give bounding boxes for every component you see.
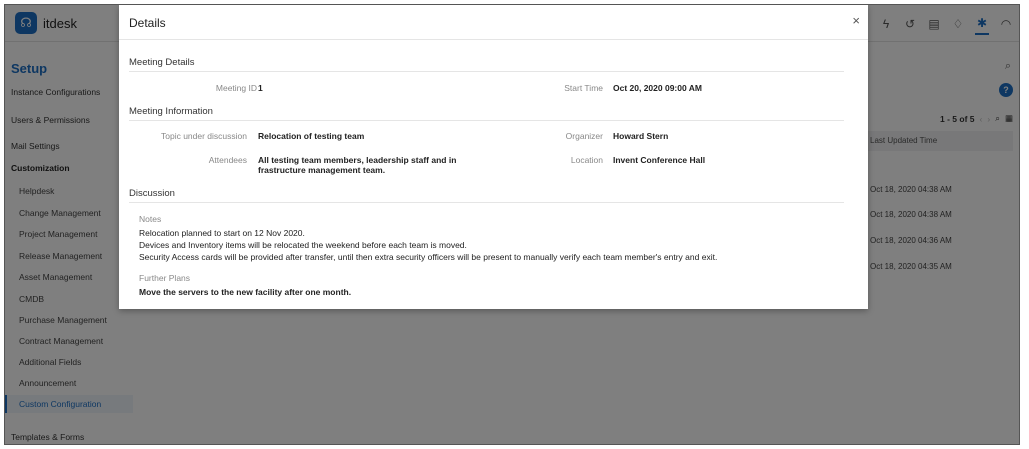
organizer-value: Howard Stern xyxy=(613,131,669,141)
notes-line: Security Access cards will be provided after transfer, until then extra security officers will be present to manually verify each team member's entry and exit. xyxy=(139,252,718,262)
start-time-value: Oct 20, 2020 09:00 AM xyxy=(613,83,702,93)
app-window xyxy=(4,4,1020,445)
further-plans-label: Further Plans xyxy=(139,273,191,283)
notes-line: Devices and Inventory items will be relocated the weekend before each team is moved. xyxy=(139,240,467,250)
attendees-label: Attendees xyxy=(208,155,247,165)
further-plans-value: Move the servers to the new facility after one month. xyxy=(139,287,352,297)
section-heading-discussion: Discussion xyxy=(129,188,844,203)
meeting-id-value: 1 xyxy=(258,83,263,93)
divider xyxy=(119,39,868,40)
location-label: Location xyxy=(570,155,603,165)
modal-title: Details xyxy=(129,16,166,30)
section-heading-meeting-information: Meeting Information xyxy=(129,106,844,121)
close-icon[interactable]: × xyxy=(852,13,860,28)
notes-line: Relocation planned to start on 12 Nov 2020. xyxy=(139,228,305,238)
organizer-label: Organizer xyxy=(565,131,603,141)
section-heading-meeting-details: Meeting Details xyxy=(129,57,844,72)
topic-label: Topic under discussion xyxy=(161,131,247,141)
topic-value: Relocation of testing team xyxy=(258,131,365,141)
location-value: Invent Conference Hall xyxy=(613,155,706,165)
notes-label: Notes xyxy=(139,214,162,224)
meeting-id-label: Meeting ID xyxy=(215,83,257,93)
details-modal xyxy=(119,5,868,309)
attendees-line: frastructure management team. xyxy=(258,165,386,175)
attendees-line: All testing team members, leadership staff and in xyxy=(258,155,457,165)
start-time-label: Start Time xyxy=(564,83,603,93)
attendees-value xyxy=(258,155,478,175)
